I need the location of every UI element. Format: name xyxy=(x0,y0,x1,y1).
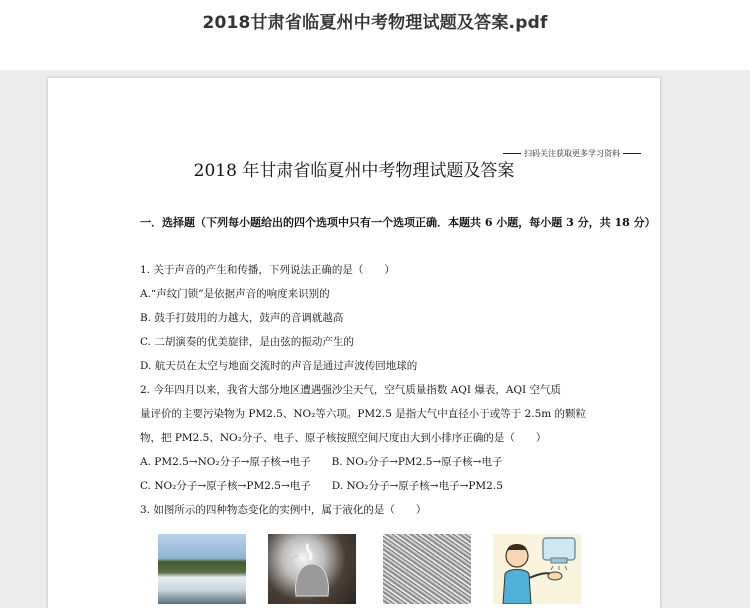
q1-option-b: B. 鼓手打鼓用的力越大，鼓声的音调就越高 xyxy=(140,312,344,324)
kettle-icon xyxy=(268,534,356,604)
question-3-figures xyxy=(158,534,588,608)
hand-dryer-icon xyxy=(493,534,581,604)
dash-left xyxy=(503,153,521,154)
q1-option-a: A.“声纹门锁”是依据声音的响度来识别的 xyxy=(140,288,330,300)
q2-options-ab: A. PM2.5→NO₂分子→原子核→电子 B. NO₂分子→PM2.5→原子核→电子 xyxy=(140,456,503,468)
question-2-line-1: 2. 今年四月以来，我省大部分地区遭遇强沙尘天气，空气质量指数 AQI 爆表，AQI 空气质 xyxy=(140,384,562,396)
question-2-line-3: 物，把 PM2.5、NO₂分子、电子、原子核按照空间尺度由大到小排序正确的是（ ） xyxy=(140,432,547,444)
steaming-kettle-photo xyxy=(268,534,356,604)
snowy-river-photo xyxy=(158,534,246,604)
document-title: 2018 年甘肃省临夏州中考物理试题及答案 xyxy=(193,161,515,181)
file-title: 2018甘肃省临夏州中考物理试题及答案.pdf xyxy=(202,13,548,33)
question-1: 1. 关于声音的产生和传播，下列说法正确的是（ ） xyxy=(140,264,395,276)
q1-option-c: C. 二胡演奏的优美旋律，是由弦的振动产生的 xyxy=(140,336,354,348)
qr-note-text: 扫码关注获取更多学习资料 xyxy=(524,149,620,158)
q1-option-d: D. 航天员在太空与地面交流时的声音是通过声波传回地球的 xyxy=(140,360,418,372)
pdf-page xyxy=(48,78,660,608)
question-2-line-2: 量评价的主要污染物为 PM2.5、NO₂等六项。PM2.5 是指大气中直径小于或等于 2.5m 的颗粒 xyxy=(140,408,587,420)
section-heading: 一．选择题（下列每小题给出的四个选项中只有一个选项正确．本题共 6 小题，每小题 3 分，共 18 分） xyxy=(140,216,656,229)
q2-options-cd: C. NO₂分子→原子核→PM2.5→电子 D. NO₂分子→原子核→电子→PM2.5 xyxy=(140,480,503,492)
frost-photo xyxy=(383,534,471,604)
hand-dryer-illustration xyxy=(493,534,581,604)
dash-right xyxy=(623,153,641,154)
question-3: 3. 如图所示的四种物态变化的实例中，属于液化的是（ ） xyxy=(140,504,427,516)
viewer-header xyxy=(0,0,750,70)
